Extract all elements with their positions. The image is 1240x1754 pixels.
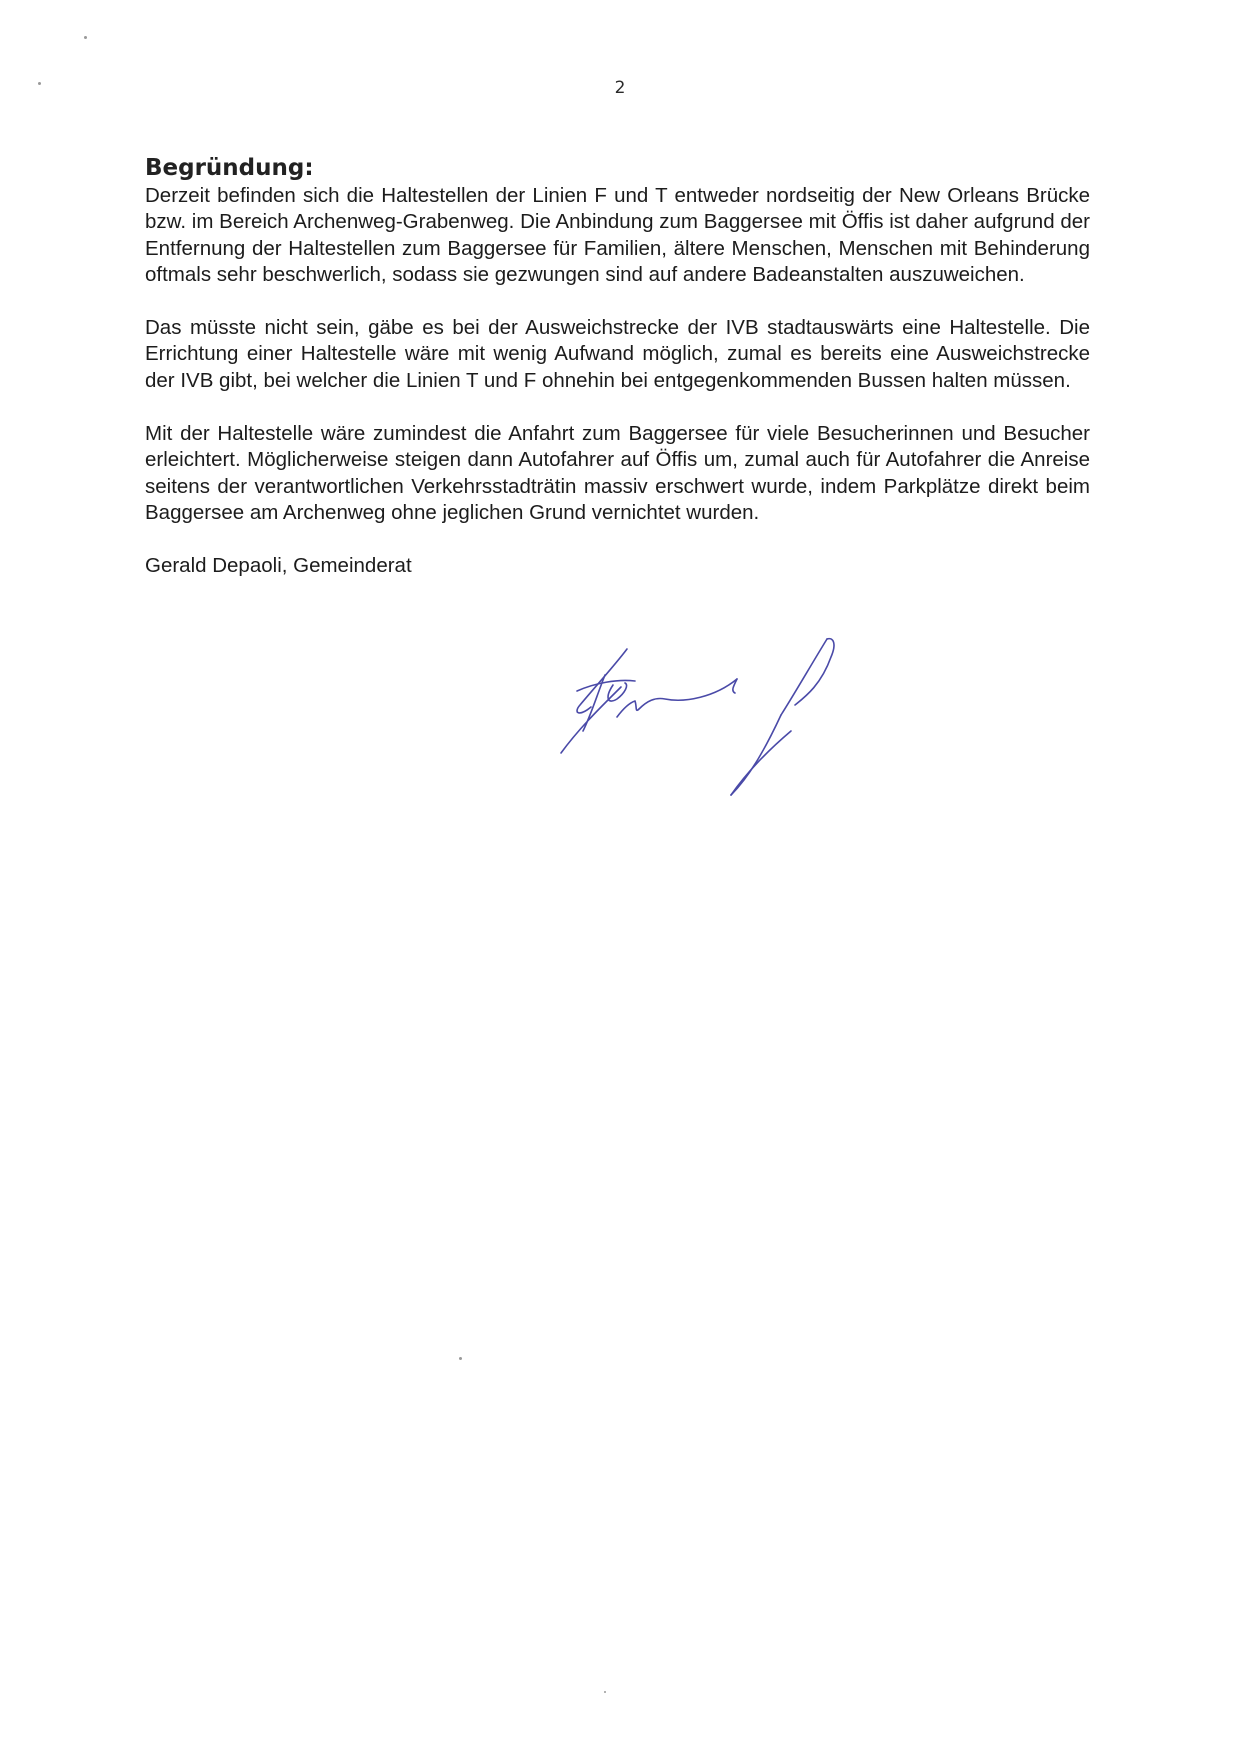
paragraph-reason: Derzeit befinden sich die Haltestellen der Linien F und T entweder nordseitig der New Orleans Brücke bzw. im Bereich Archenweg-Grabenweg. Die Anbindung zum Baggersee mit Öffis ist daher aufgrund der Entfernung der Haltestellen zum Baggersee für Familien, ältere Menschen, Menschen mit Behinderung oftmals sehr beschwerlich, sodass sie gezwungen sind auf andere Badeanstalten auszuweichen.	[145, 184, 1090, 286]
handwritten-signature	[555, 635, 935, 810]
paragraph-proposal: Das müsste nicht sein, gäbe es bei der Ausweichstrecke der IVB stadtauswärts eine Haltestelle. Die Errichtung einer Haltestelle wäre mit wenig Aufwand möglich, zumal es bereits eine Ausweichstrecke der IVB gibt, bei welcher die Linien T und F ohnehin bei entgegenkommenden Bussen halten müssen.	[145, 316, 1090, 392]
scan-speck	[459, 1357, 462, 1360]
section-heading: Begründung:	[145, 155, 314, 181]
signatory-name: Gerald Depaoli, Gemeinderat	[145, 554, 412, 578]
scan-speck	[84, 36, 87, 39]
scan-speck	[38, 82, 41, 85]
page-number: 2	[614, 78, 626, 98]
letter-body	[145, 155, 1090, 579]
paragraph-benefit: Mit der Haltestelle wäre zumindest die Anfahrt zum Baggersee für viele Besucherinnen und Besucher erleichtert. Möglicherweise steigen dann Autofahrer auf Öffis um, zumal auch für Autofahrer die Anreise seitens der verantwortlichen Verkehrsstadträtin massiv erschwert wurde, indem Parkplätze direkt beim Baggersee am Archenweg ohne jeglichen Grund vernichtet wurden.	[145, 422, 1090, 524]
scan-speck	[604, 1691, 606, 1693]
